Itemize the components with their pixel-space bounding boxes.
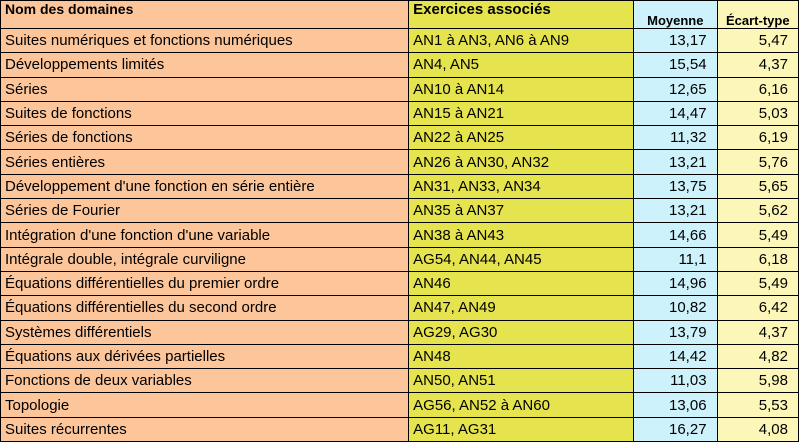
cell-domain: Séries de Fourier (1, 199, 409, 223)
cell-exercises: AG56, AN52 à AN60 (409, 393, 634, 417)
table-row (1, 247, 799, 271)
cell-exercises: AN38 à AN43 (409, 223, 634, 247)
cell-mean: 11,32 (634, 126, 717, 150)
table-row (1, 417, 799, 441)
table-row (1, 296, 799, 320)
table-row (1, 320, 799, 344)
cell-mean: 13,75 (634, 174, 717, 198)
cell-domain: Suites récurrentes (1, 417, 409, 441)
cell-std: 5,62 (717, 199, 798, 223)
cell-exercises: AG11, AG31 (409, 417, 634, 441)
header-mean: Moyenne (634, 1, 717, 29)
cell-std: 6,16 (717, 77, 798, 101)
table-row (1, 344, 799, 368)
table-row (1, 53, 799, 77)
cell-exercises: AN10 à AN14 (409, 77, 634, 101)
cell-domain: Intégration d'une fonction d'une variable (1, 223, 409, 247)
cell-exercises: AN26 à AN30, AN32 (409, 150, 634, 174)
cell-mean: 13,06 (634, 393, 717, 417)
cell-std: 6,42 (717, 296, 798, 320)
cell-domain: Suites de fonctions (1, 101, 409, 125)
cell-mean: 14,66 (634, 223, 717, 247)
cell-std: 6,18 (717, 247, 798, 271)
table-body (1, 29, 799, 442)
cell-std: 5,03 (717, 101, 798, 125)
cell-mean: 10,82 (634, 296, 717, 320)
cell-exercises: AN31, AN33, AN34 (409, 174, 634, 198)
cell-std: 5,98 (717, 369, 798, 393)
cell-mean: 14,47 (634, 101, 717, 125)
header-domain: Nom des domaines (1, 1, 409, 29)
cell-mean: 14,96 (634, 271, 717, 295)
cell-domain: Séries entières (1, 150, 409, 174)
table-row (1, 393, 799, 417)
table-row (1, 29, 799, 53)
table-row (1, 150, 799, 174)
cell-std: 5,49 (717, 223, 798, 247)
header-std: Écart-type (717, 1, 798, 29)
cell-std: 4,37 (717, 320, 798, 344)
table-row (1, 101, 799, 125)
cell-domain: Suites numériques et fonctions numériques (1, 29, 409, 53)
cell-mean: 11,1 (634, 247, 717, 271)
header-row (1, 1, 799, 29)
table-row (1, 369, 799, 393)
cell-mean: 16,27 (634, 417, 717, 441)
cell-exercises: AN50, AN51 (409, 369, 634, 393)
cell-mean: 12,65 (634, 77, 717, 101)
cell-mean: 11,03 (634, 369, 717, 393)
cell-domain: Séries de fonctions (1, 126, 409, 150)
cell-mean: 14,42 (634, 344, 717, 368)
cell-std: 4,82 (717, 344, 798, 368)
cell-domain: Équations différentielles du second ordre (1, 296, 409, 320)
cell-mean: 13,17 (634, 29, 717, 53)
cell-domain: Systèmes différentiels (1, 320, 409, 344)
cell-domain: Intégrale double, intégrale curviligne (1, 247, 409, 271)
cell-std: 6,19 (717, 126, 798, 150)
cell-std: 5,49 (717, 271, 798, 295)
cell-domain: Équations aux dérivées partielles (1, 344, 409, 368)
cell-mean: 13,79 (634, 320, 717, 344)
cell-exercises: AN22 à AN25 (409, 126, 634, 150)
cell-domain: Développements limités (1, 53, 409, 77)
cell-std: 5,53 (717, 393, 798, 417)
table-row (1, 174, 799, 198)
table-row (1, 126, 799, 150)
cell-std: 4,08 (717, 417, 798, 441)
cell-mean: 15,54 (634, 53, 717, 77)
cell-exercises: AG54, AN44, AN45 (409, 247, 634, 271)
cell-mean: 13,21 (634, 199, 717, 223)
cell-exercises: AN48 (409, 344, 634, 368)
table-row (1, 271, 799, 295)
table-row (1, 77, 799, 101)
header-exercises: Exercices associés (409, 1, 634, 29)
cell-std: 5,65 (717, 174, 798, 198)
table-row (1, 223, 799, 247)
cell-exercises: AN35 à AN37 (409, 199, 634, 223)
cell-std: 5,47 (717, 29, 798, 53)
cell-domain: Séries (1, 77, 409, 101)
cell-domain: Topologie (1, 393, 409, 417)
cell-mean: 13,21 (634, 150, 717, 174)
cell-exercises: AN15 à AN21 (409, 101, 634, 125)
cell-std: 4,37 (717, 53, 798, 77)
cell-domain: Développement d'une fonction en série entière (1, 174, 409, 198)
cell-exercises: AN46 (409, 271, 634, 295)
cell-exercises: AN1 à AN3, AN6 à AN9 (409, 29, 634, 53)
cell-exercises: AN47, AN49 (409, 296, 634, 320)
cell-exercises: AG29, AG30 (409, 320, 634, 344)
cell-std: 5,76 (717, 150, 798, 174)
table-row (1, 199, 799, 223)
cell-domain: Fonctions de deux variables (1, 369, 409, 393)
cell-exercises: AN4, AN5 (409, 53, 634, 77)
cell-domain: Équations différentielles du premier ordre (1, 271, 409, 295)
